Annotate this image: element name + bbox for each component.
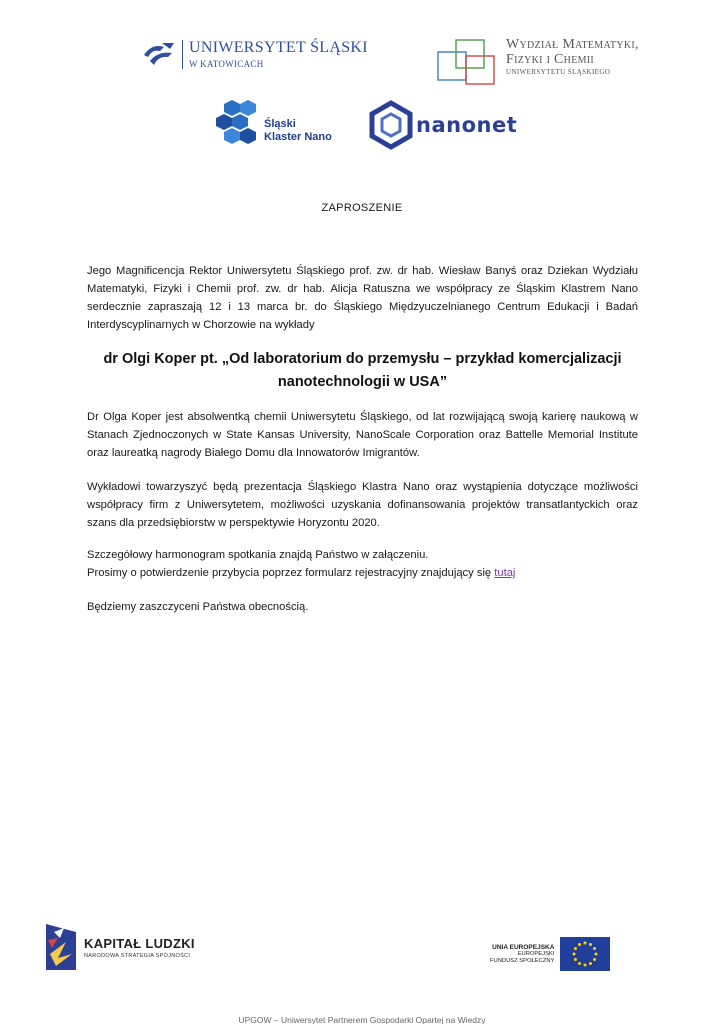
eu-star-icon — [593, 958, 596, 961]
eu-star-icon — [574, 947, 577, 950]
confirm-line — [87, 564, 638, 582]
faculty-line1: Wydział Matematyki, — [506, 37, 639, 52]
nanonet-logo — [368, 100, 517, 150]
nano-cluster-logo — [214, 98, 332, 146]
registration-paragraph — [87, 546, 638, 582]
program-paragraph: Wykładowi towarzyszyć będą prezentacja Śląskiego Klastra Nano oraz wystąpienia dotyczące możliwości współpracy firm z Uniwersytetem, możliwości uzyskania dofinansowania projektów transatlantyckich oraz szans dla przedsiębiorstw w perspektywie Horyzontu 2020. — [87, 481, 638, 529]
kapital-ludzki-star-icon — [46, 924, 76, 970]
university-sub: W KATOWICACH — [189, 59, 264, 69]
eu-logo — [490, 937, 610, 971]
eu-star-icon — [595, 953, 598, 956]
eu-star-icon — [589, 962, 592, 965]
eu-star-icon — [578, 943, 581, 946]
hexagon-cluster-logo-icon — [214, 98, 268, 146]
kapital-ludzki-logo — [46, 924, 195, 970]
eu-star-icon — [593, 947, 596, 950]
university-of-silesia-logo-icon — [142, 41, 176, 69]
closing-paragraph: Będziemy zaszczyceni Państwa obecnością. — [87, 601, 309, 613]
lecture-heading — [87, 348, 638, 394]
bio-paragraph: Dr Olga Koper jest absolwentką chemii Uniwersytetu Śląskiego, od lat rozwijającą swoją karierę naukową w Stanach Zjednoczonych w State Kansas University, NanoScale Corporation oraz Battelle Memorial Institute oraz laureatką nagrody Białego Domu dla Innowatorów Imigrantów. — [87, 411, 638, 459]
university-logo — [142, 40, 368, 69]
registration-link[interactable]: tutaj — [494, 567, 516, 579]
document-title: ZAPROSZENIE — [321, 202, 403, 214]
nanonet-hexagon-logo-icon — [368, 100, 414, 150]
nanonet-name: nanonet — [416, 113, 518, 137]
cluster-line1: Śląski — [264, 117, 296, 130]
schedule-line: Szczegółowy harmonogram spotkania znajdą Państwo w załączeniu. — [87, 549, 429, 561]
faculty-logo — [436, 38, 639, 86]
university-name: UNIWERSYTET ŚLĄSKI — [189, 39, 368, 56]
eu-line2: EUROPEJSKI — [517, 951, 555, 958]
footer-project-text: UPGOW – Uniwersytet Partnerem Gospodarki Opartej na Wiedzy — [238, 1015, 486, 1024]
eu-star-icon — [589, 943, 592, 946]
lecture-heading-line1: dr Olgi Koper pt. „Od laboratorium do przemysłu – przykład komercjalizacji — [103, 351, 622, 367]
lecture-heading-line2: nanotechnologii w USA” — [277, 374, 448, 390]
eu-line3: FUNDUSZ SPOŁECZNY — [490, 957, 555, 964]
eu-line1: UNIA EUROPEJSKA — [492, 943, 555, 951]
eu-star-icon — [584, 942, 587, 945]
eu-star-icon — [574, 958, 577, 961]
faculty-line2: Fizyki i Chemii — [506, 51, 595, 67]
kapital-ludzki-name: KAPITAŁ LUDZKI — [84, 935, 195, 951]
confirm-text: Prosimy o potwierdzenie przybycia poprzez formularz rejestracyjny znajdujący się — [87, 567, 495, 579]
eu-star-icon — [584, 964, 587, 967]
faculty-line3: UNIWERSYTETU ŚLĄSKIEGO — [506, 68, 611, 77]
eu-star-icon — [573, 953, 576, 956]
faculty-squares-logo-icon — [436, 38, 500, 86]
cluster-line2: Klaster Nano — [264, 131, 332, 143]
kapital-ludzki-sub: NARODOWA STRATEGIA SPÓJNOŚCI — [84, 952, 191, 959]
eu-flag-icon — [560, 937, 610, 971]
intro-paragraph: Jego Magnificencja Rektor Uniwersytetu Śląskiego prof. zw. dr hab. Wiesław Banyś oraz Dziekan Wydziału Matematyki, Fizyki i Chemii prof. zw. dr hab. Alicja Ratuszna we współpracy ze Śląskim Klastrem Nano serdecznie zapraszają 12 i 13 marca br. do Śląskiego Międzyuczelnianego Centrum Edukacji i Badań Interdyscyplinarnych w Chorzowie na wykłady — [87, 265, 638, 331]
eu-star-icon — [578, 962, 581, 965]
